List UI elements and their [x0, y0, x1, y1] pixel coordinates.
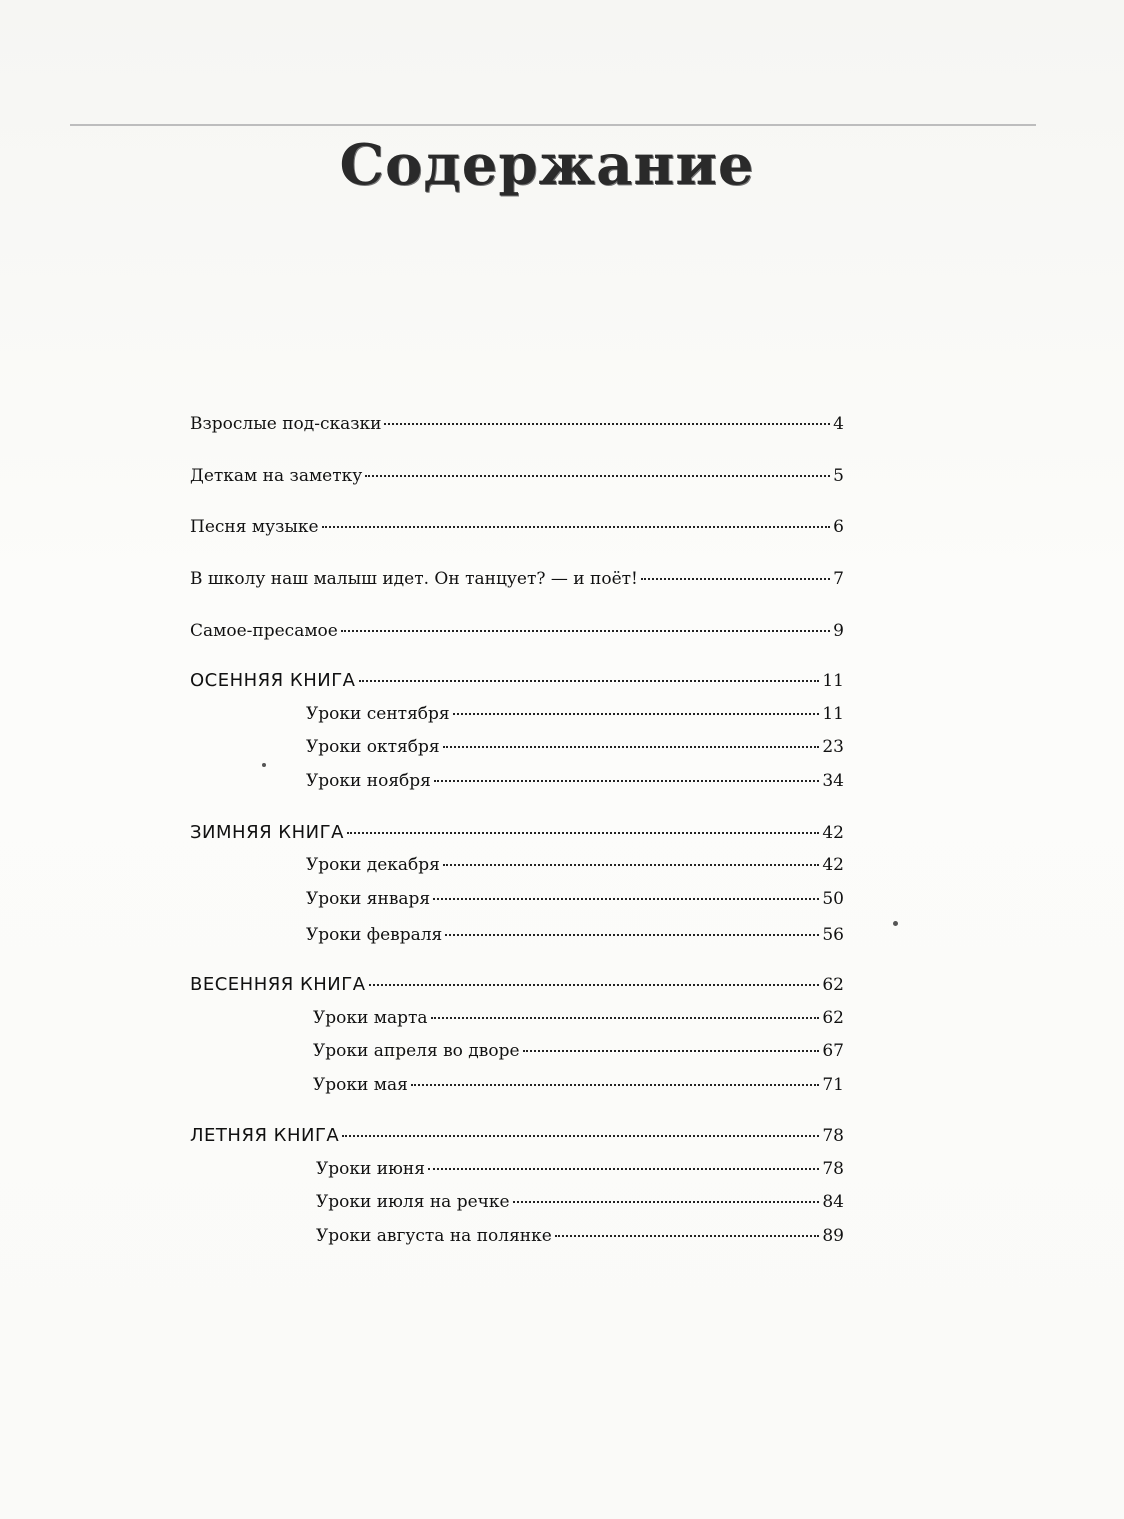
toc-entry-february[interactable] — [306, 925, 844, 949]
toc-page-number: 42 — [822, 823, 844, 843]
leader-dots — [641, 578, 830, 580]
toc-page-number: 78 — [822, 1126, 844, 1146]
toc-entry-label: Песня музыке — [190, 517, 319, 537]
toc-book-winter[interactable] — [190, 822, 844, 846]
toc-page-number: 50 — [822, 889, 844, 909]
toc-entry-october[interactable] — [306, 737, 844, 761]
toc-entry-most-important[interactable] — [190, 621, 844, 645]
leader-dots — [342, 1135, 819, 1137]
leader-dots — [513, 1201, 820, 1203]
toc-entry-label: Уроки апреля во дворе — [313, 1041, 520, 1061]
toc-entry-label: Уроки декабря — [306, 855, 440, 875]
leader-dots — [443, 864, 819, 866]
toc-page-number: 4 — [833, 414, 844, 434]
toc-page-number: 9 — [833, 621, 844, 641]
toc-book-summer[interactable] — [190, 1125, 844, 1149]
toc-entry-june[interactable] — [316, 1159, 844, 1183]
toc-entry-school[interactable] — [190, 569, 844, 593]
print-speck — [893, 921, 898, 926]
toc-entry-label: Деткам на заметку — [190, 466, 363, 486]
toc-entry-label: Взрослые под-сказки — [190, 414, 382, 434]
toc-page-number: 62 — [822, 975, 844, 995]
leader-dots — [384, 423, 830, 425]
toc-entry-july[interactable] — [316, 1192, 844, 1216]
toc-page-number: 11 — [822, 704, 844, 724]
toc-page-number: 42 — [822, 855, 844, 875]
toc-page-number: 78 — [822, 1159, 844, 1179]
leader-dots — [443, 746, 820, 748]
leader-dots — [341, 630, 830, 632]
toc-book-spring[interactable] — [190, 974, 844, 998]
toc-page-number: 5 — [833, 466, 844, 486]
leader-dots — [453, 713, 820, 715]
leader-dots — [369, 984, 820, 986]
toc-entry-august[interactable] — [316, 1226, 844, 1250]
toc-entry-label: Уроки февраля — [306, 925, 443, 945]
toc-page-number: 71 — [822, 1075, 844, 1095]
toc-entry-september[interactable] — [306, 704, 844, 728]
toc-page-number: 11 — [822, 671, 844, 691]
toc-entry-march[interactable] — [313, 1008, 844, 1032]
leader-dots — [445, 934, 819, 936]
leader-dots — [523, 1050, 820, 1052]
toc-page-number: 67 — [822, 1041, 844, 1061]
toc-page-number: 23 — [822, 737, 844, 757]
toc-entry-label: Уроки июня — [316, 1159, 425, 1179]
toc-book-label: ЛЕТНЯЯ КНИГА — [190, 1125, 340, 1146]
leader-dots — [359, 680, 820, 682]
toc-entry-may[interactable] — [313, 1075, 844, 1099]
toc-entry-adult-hints[interactable] — [190, 414, 844, 438]
leader-dots — [428, 1168, 819, 1170]
toc-entry-label: Уроки мая — [313, 1075, 408, 1095]
leader-dots — [411, 1084, 820, 1086]
toc-page-number: 56 — [822, 925, 844, 945]
toc-entry-label: Уроки октября — [306, 737, 440, 757]
leader-dots — [555, 1235, 820, 1237]
toc-entry-december[interactable] — [306, 855, 844, 879]
toc-entry-label: В школу наш малыш идет. Он танцует? — и поёт! — [190, 569, 638, 589]
print-speck — [262, 763, 266, 767]
toc-page-number: 89 — [822, 1226, 844, 1246]
toc-page-number: 6 — [833, 517, 844, 537]
toc-page-number: 62 — [822, 1008, 844, 1028]
page-title: Содержание — [339, 132, 755, 198]
toc-book-label: ЗИМНЯЯ КНИГА — [190, 822, 344, 843]
toc-entry-label: Уроки марта — [313, 1008, 428, 1028]
toc-entry-kids-notes[interactable] — [190, 466, 844, 490]
toc-entry-label: Самое-пресамое — [190, 621, 338, 641]
toc-entry-january[interactable] — [306, 889, 844, 913]
leader-dots — [433, 898, 819, 900]
toc-entry-label: Уроки ноября — [306, 771, 431, 791]
toc-entry-november[interactable] — [306, 771, 844, 795]
toc-book-autumn[interactable] — [190, 670, 844, 694]
toc-entry-label: Уроки июля на речке — [316, 1192, 510, 1212]
leader-dots — [365, 475, 830, 477]
toc-page-number: 84 — [822, 1192, 844, 1212]
leader-dots — [434, 780, 819, 782]
toc-entry-song-to-music[interactable] — [190, 517, 844, 541]
toc-book-label: ВЕСЕННЯЯ КНИГА — [190, 974, 366, 995]
toc-entry-label: Уроки января — [306, 889, 431, 909]
toc-page-number: 34 — [822, 771, 844, 791]
toc-entry-label: Уроки сентября — [306, 704, 450, 724]
leader-dots — [322, 526, 831, 528]
toc-entry-april[interactable] — [313, 1041, 844, 1065]
toc-entry-label: Уроки августа на полянке — [316, 1226, 552, 1246]
toc-page-number: 7 — [833, 569, 844, 589]
toc-book-label: ОСЕННЯЯ КНИГА — [190, 670, 356, 691]
leader-dots — [347, 832, 819, 834]
leader-dots — [431, 1017, 820, 1019]
